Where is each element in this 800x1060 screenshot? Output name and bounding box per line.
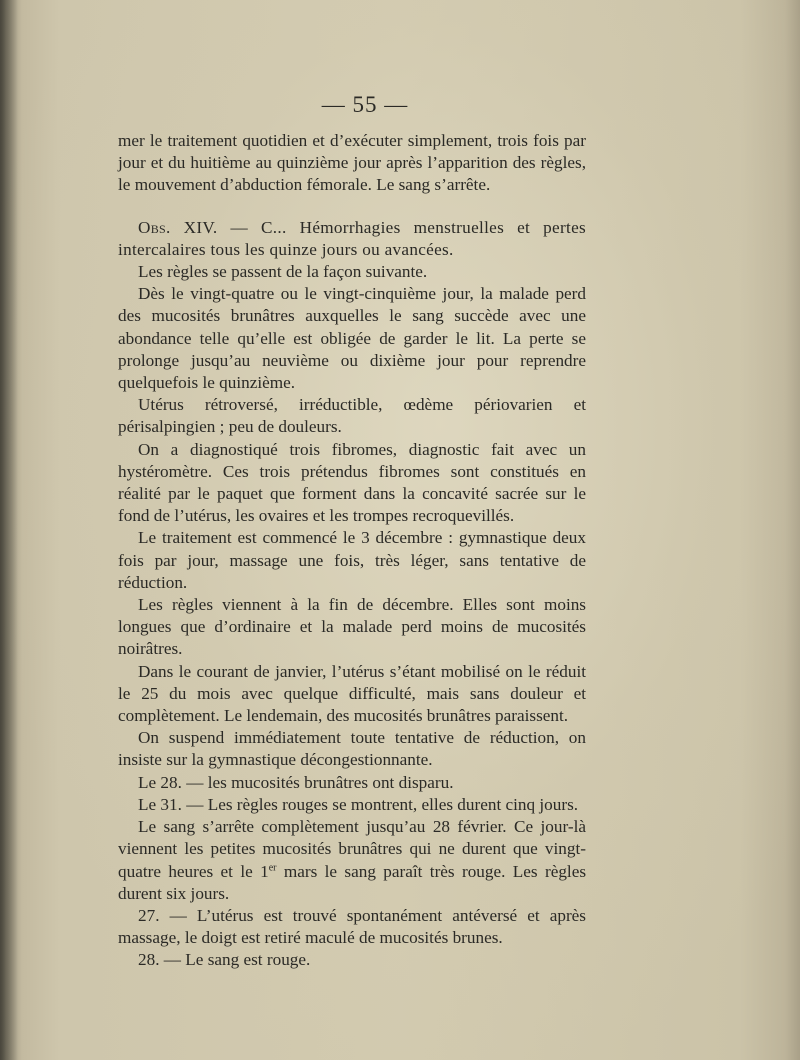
binding-shadow [0, 0, 18, 1060]
superscript: er [268, 861, 277, 873]
paragraph: Le traitement est commencé le 3 décembre : gymnastique deux fois par jour, massage une fois, très léger, sans tentative de réduction. [118, 528, 586, 592]
paragraph: Utérus rétroversé, irréductible, œdème périovarien et périsalpingien ; peu de douleurs. [118, 395, 586, 437]
paragraph: Le 28. — les mucosités brunâtres ont disparu. [138, 772, 454, 792]
paragraph [118, 816, 586, 905]
paragraph: Dans le courant de janvier, l’utérus s’étant mobilisé on le réduit le 25 du mois avec quelque difficulté, mais sans douleur et complètement. Le lendemain, des mucosités brunâtres paraissent. [118, 661, 586, 726]
page-number: — 55 — [321, 92, 409, 117]
paragraph: Le 31. — Les règles rouges se montrent, elles durent cinq jours. [138, 794, 579, 814]
paragraph: Les règles se passent de la façon suivante. [138, 262, 428, 282]
observation-label: Obs. XIV. [138, 217, 218, 237]
paragraph: On suspend immédiatement toute tentative de réduction, on insiste sur la gymnastique décongestionnante. [118, 728, 586, 770]
paragraph: 28. — Le sang est rouge. [138, 950, 311, 970]
paragraph-part: Le sang s’arrête complètement jusqu’au 28 février. Ce jour-là viennent les petites mucosités brunâtres qui ne durent que vingt-quatre heures et le 1 [118, 817, 586, 881]
paragraph-continuation: mer le traitement quotidien et d’exécuter simplement, trois fois par jour et du huitième au quinzième jour après l’apparition des règles, le mouvement d’abduction fémorale. Le sang s’arrête. [118, 131, 586, 195]
paragraph: Dès le vingt-quatre ou le vingt-cinquième jour, la malade perd des mucosités brunâtres auxquelles le sang succède avec une abondance telle qu’elle est obligée de garder le lit. La perte se prolonge jusqu’au neuvième ou dixième jour pour reprendre quelquefois le quinzième. [118, 284, 586, 393]
paragraph: Les règles viennent à la fin de décembre. Elles sont moins longues que d’ordinaire et la malade perd moins de mucosités noirâtres. [118, 595, 586, 659]
paragraph-part: mars le sang paraît très rouge. Les règles durent six jours. [118, 861, 587, 903]
body-text [118, 130, 586, 972]
paragraph: 27. — L’utérus est trouvé spontanément antéversé et après massage, le doigt est retiré maculé de mucosités brunes. [118, 905, 586, 948]
observation-title: — C... Hémorrhagies menstruelles et pertes intercalaires tous les quinze jours ou avancées. [118, 217, 586, 259]
observation-heading [118, 217, 586, 261]
paragraph: On a diagnostiqué trois fibromes, diagnostic fait avec un hystéromètre. Ces trois prétendus fibromes sont constitués en réalité par le paquet que forment dans la concavité sacrée sur le fond de l’utérus, les ovaires et les trompes recroquevillés. [118, 439, 586, 526]
